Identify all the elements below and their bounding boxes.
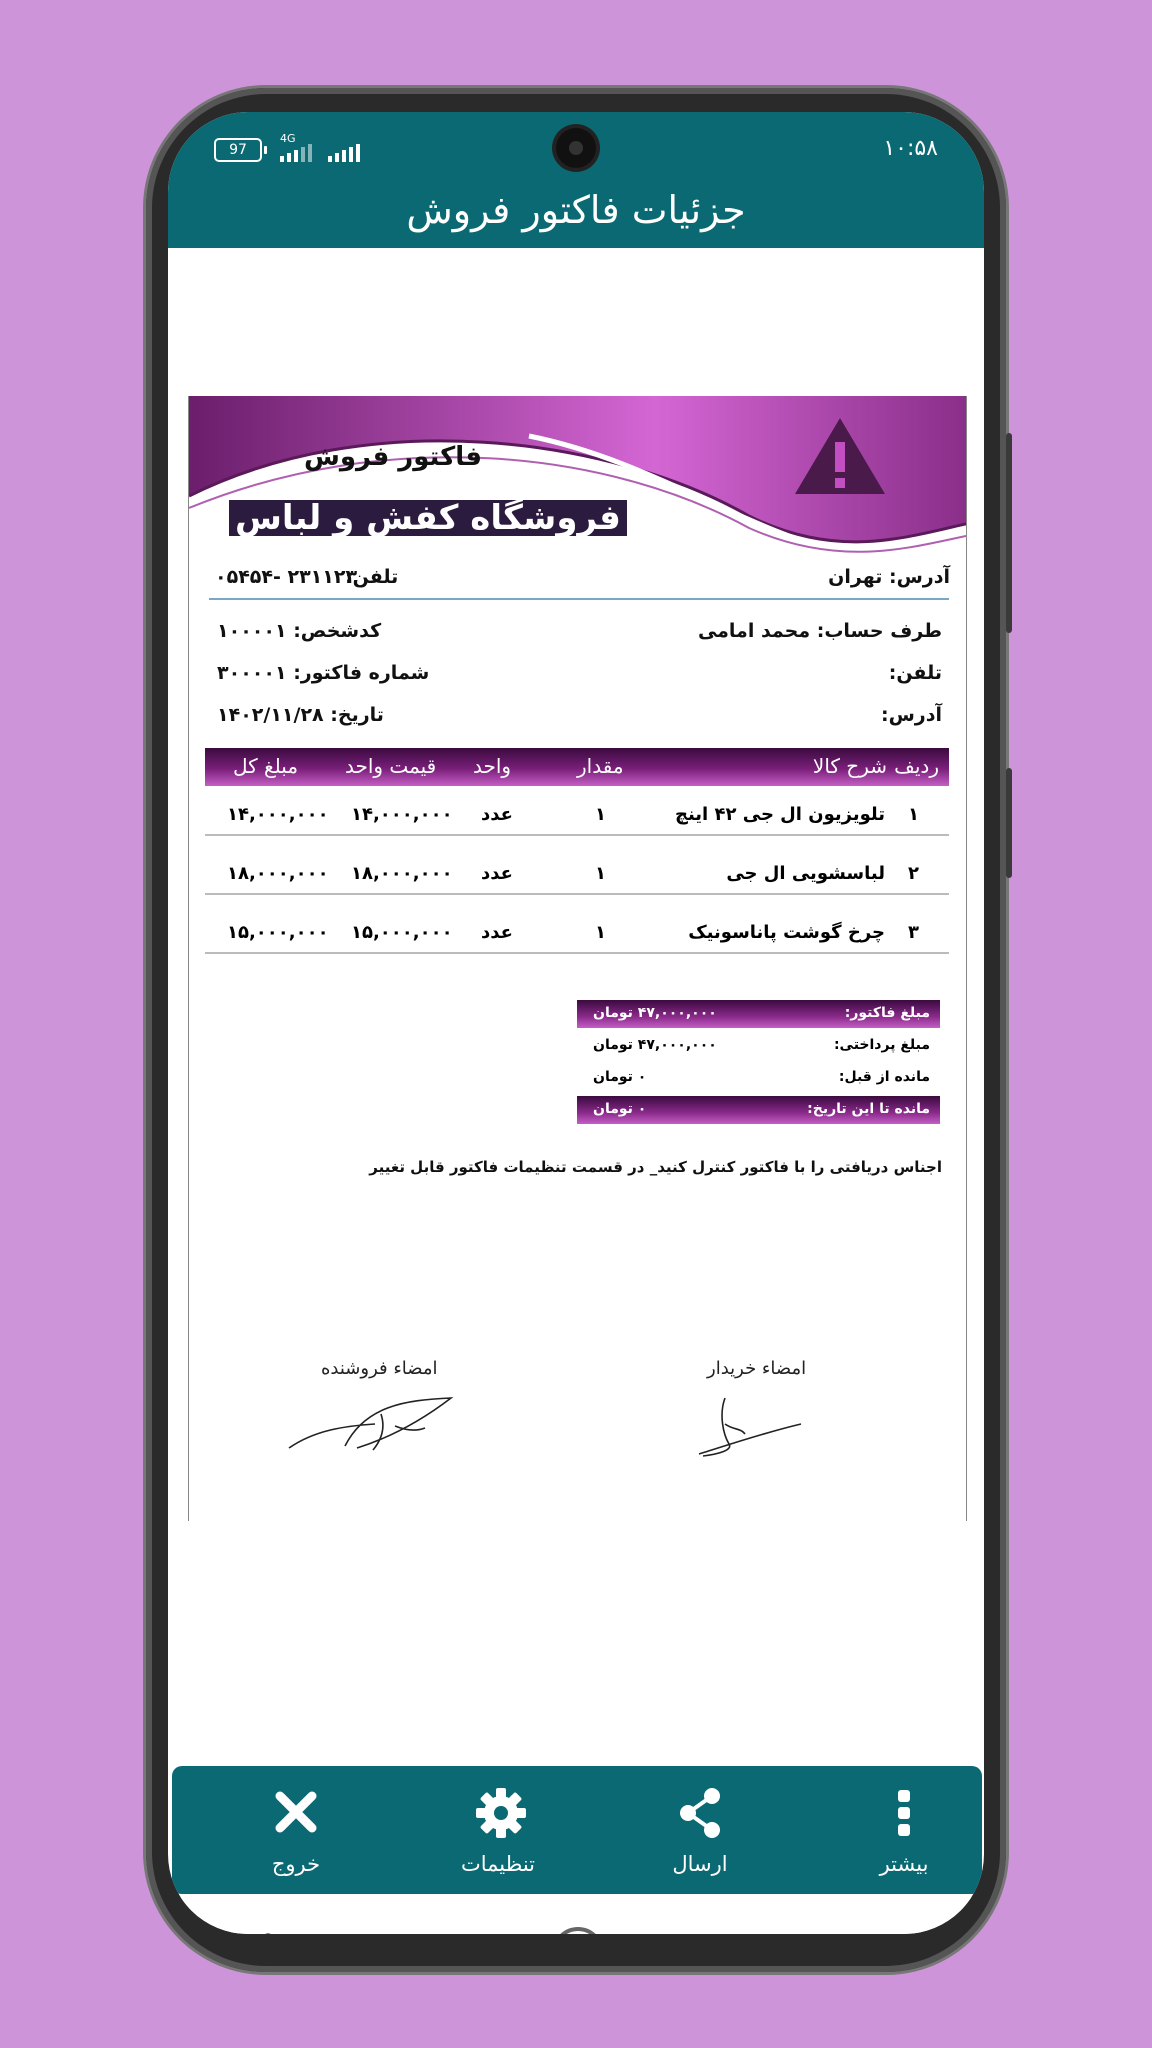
cell-unit: عدد	[481, 863, 513, 884]
summary-label: مبلغ پرداختی:	[833, 1037, 930, 1053]
battery-indicator: 97	[214, 138, 262, 162]
table-row	[205, 908, 949, 954]
shop-phone-label: تلفن:	[345, 566, 399, 588]
header-divider	[209, 598, 949, 600]
side-button-upper	[1006, 433, 1012, 633]
invoice-doc-title: فاکتور فروش	[304, 442, 483, 472]
cell-description: چرخ گوشت پاناسونیک	[688, 922, 885, 943]
col-total: مبلغ کل	[233, 754, 299, 778]
seller-signature	[285, 1396, 455, 1456]
cell-total: ۱۵,۰۰۰,۰۰۰	[227, 922, 329, 943]
summary-previous-balance	[577, 1064, 940, 1092]
close-icon	[274, 1788, 318, 1838]
col-description: شرح کالا	[812, 754, 887, 778]
front-camera	[556, 128, 596, 168]
invoice-number: شماره فاکتور: ۳۰۰۰۰۱	[217, 662, 430, 684]
table-header	[205, 748, 949, 786]
cell-unit: عدد	[481, 922, 513, 943]
summary-balance-to-date	[577, 1096, 940, 1124]
settings-button[interactable]	[418, 1766, 578, 1894]
seller-signature-label: امضاء فروشنده	[321, 1358, 438, 1379]
bottom-action-bar	[172, 1766, 982, 1894]
send-button[interactable]	[620, 1766, 780, 1894]
phone-frame	[146, 88, 1006, 1972]
col-row-number: ردیف	[894, 754, 939, 778]
col-unit-price: قیمت واحد	[345, 754, 437, 778]
more-vertical-icon	[882, 1788, 926, 1838]
cell-quantity: ۱	[595, 804, 606, 825]
summary-value: ۴۷,۰۰۰,۰۰۰ تومان	[593, 1037, 717, 1053]
home-icon[interactable]	[551, 1926, 605, 1934]
invoice-date: تاریخ: ۱۴۰۲/۱۱/۲۸	[217, 704, 384, 726]
gear-icon	[476, 1788, 526, 1838]
buyer-signature	[689, 1394, 809, 1458]
page-title: جزئیات فاکتور فروش	[168, 172, 984, 248]
warning-logo-icon	[793, 416, 887, 496]
shop-address: آدرس: تهران	[828, 566, 950, 588]
person-code: کدشخص: ۱۰۰۰۰۱	[217, 620, 382, 642]
more-button[interactable]	[824, 1766, 984, 1894]
cell-unit-price: ۱۵,۰۰۰,۰۰۰	[351, 922, 453, 943]
cell-quantity: ۱	[595, 863, 606, 884]
more-label: بیشتر	[879, 1852, 929, 1876]
phone-screen	[168, 112, 984, 1934]
col-quantity: مقدار	[577, 754, 624, 778]
status-clock: ۱۰:۵۸	[883, 136, 938, 161]
send-label: ارسال	[672, 1852, 728, 1876]
summary-paid	[577, 1032, 940, 1060]
summary-invoice-amount	[577, 1000, 940, 1028]
status-bar	[168, 112, 984, 172]
table-row	[205, 849, 949, 895]
summary-value: ۰ تومان	[593, 1101, 647, 1117]
summary-label: مبلغ فاکتور:	[844, 1005, 930, 1021]
table-row	[205, 790, 949, 836]
invoice-note: اجناس دریافتی را با فاکتور کنترل کنید_ در قسمت تنظیمات فاکتور قابل تغییر	[369, 1158, 942, 1176]
cell-unit-price: ۱۴,۰۰۰,۰۰۰	[351, 804, 453, 825]
summary-value: ۴۷,۰۰۰,۰۰۰ تومان	[593, 1005, 717, 1021]
invoice-document	[188, 396, 967, 1521]
summary-label: مانده از قبل:	[838, 1069, 930, 1085]
cell-description: تلویزیون ال جی ۴۲ اینچ	[674, 804, 885, 825]
party-phone: تلفن:	[888, 662, 942, 684]
cell-total: ۱۸,۰۰۰,۰۰۰	[227, 863, 329, 884]
cell-total: ۱۴,۰۰۰,۰۰۰	[227, 804, 329, 825]
back-icon[interactable]	[734, 1932, 770, 1934]
cell-index: ۱	[908, 804, 919, 825]
summary-label: مانده تا این تاریخ:	[807, 1101, 930, 1117]
cell-unit-price: ۱۸,۰۰۰,۰۰۰	[351, 863, 453, 884]
cell-index: ۳	[908, 922, 919, 943]
system-nav-bar	[168, 1894, 984, 1934]
buyer-signature-label: امضاء خریدار	[707, 1358, 807, 1379]
exit-label: خروج	[271, 1852, 321, 1876]
network-type: 4G	[280, 132, 296, 145]
cell-description: لباسشویی ال جی	[726, 863, 885, 884]
col-unit: واحد	[473, 754, 512, 778]
settings-label: تنظیمات	[460, 1852, 536, 1876]
cell-quantity: ۱	[595, 922, 606, 943]
summary-value: ۰ تومان	[593, 1069, 647, 1085]
shop-name: فروشگاه کفش و لباس	[229, 500, 627, 536]
signal-icon-2	[328, 144, 360, 162]
exit-button[interactable]	[216, 1766, 376, 1894]
signal-icon	[280, 144, 312, 162]
cell-unit: عدد	[481, 804, 513, 825]
cell-index: ۲	[908, 863, 919, 884]
share-icon	[678, 1788, 722, 1838]
party-address: آدرس:	[880, 704, 942, 726]
shop-phone: ۰۵۴۵۴- ۲۳۱۱۲۳	[215, 566, 358, 588]
accessibility-icon[interactable]	[252, 1932, 284, 1934]
party-name: طرف حساب: محمد امامی	[697, 620, 942, 642]
side-button-lower	[1006, 768, 1012, 878]
